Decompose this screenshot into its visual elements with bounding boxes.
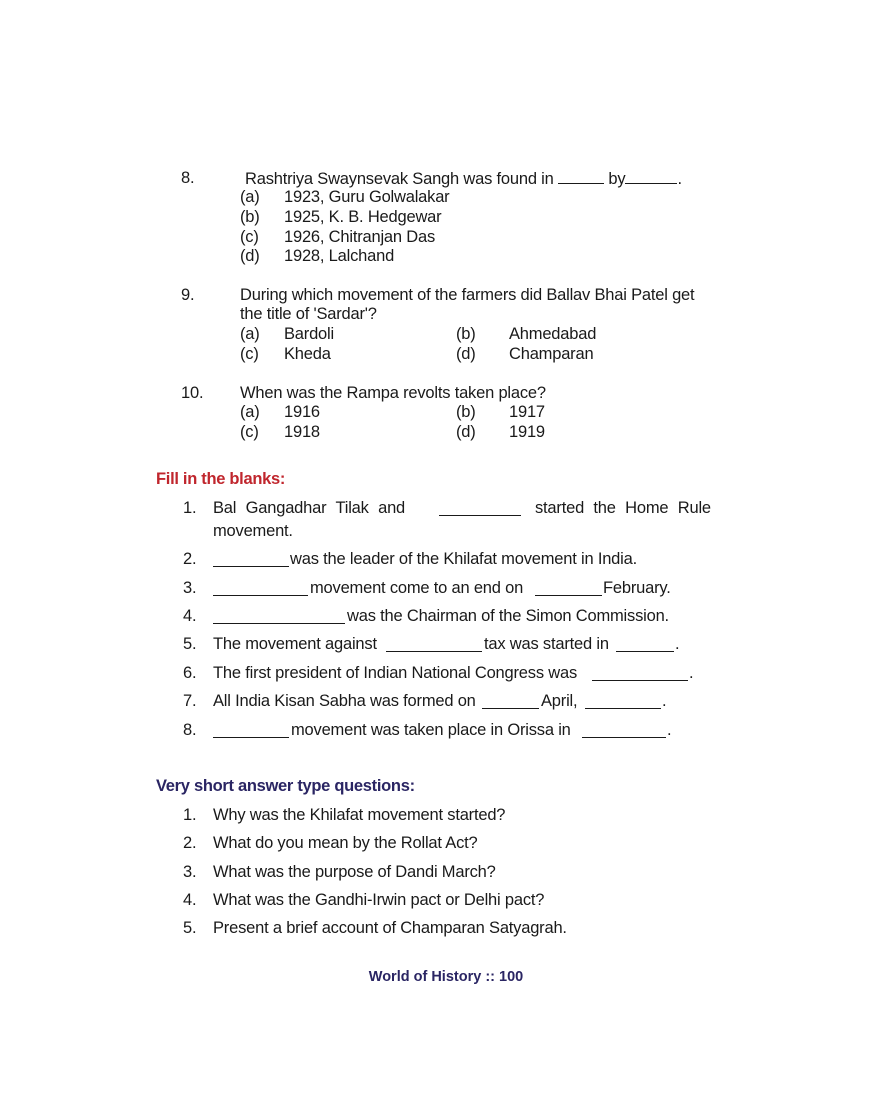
item-text: tax was started in [484,635,609,653]
item-number: 6. [183,664,197,682]
item-text: All India Kisan Sabha was formed on [213,692,476,710]
item-text: Why was the Khilafat movement started? [213,806,506,824]
item-number: 4. [183,607,197,625]
item-number: 5. [183,919,197,937]
item-number: 2. [183,834,197,852]
item-text: The movement against [213,635,377,653]
option-text: 1923, Guru Golwalakar [284,188,450,206]
item-text: was the Chairman of the Simon Commission. [347,607,669,625]
short-answer-heading: Very short answer type questions: [156,777,415,795]
option-label: (a) [240,325,260,343]
item-text: . [675,635,680,653]
item-text: started the Home Rule [535,499,711,517]
answer-blank [592,665,688,681]
option-text: Champaran [509,345,594,363]
option-text: 1926, Chitranjan Das [284,228,436,246]
item-number: 3. [183,863,197,881]
answer-blank [439,500,521,516]
item-number: 4. [183,891,197,909]
option-label: (a) [240,403,260,421]
item-text: Bal Gangadhar Tilak and [213,499,406,517]
item-number: 1. [183,499,197,517]
answer-blank [558,168,604,184]
item-text: was the leader of the Khilafat movement in India. [290,550,637,568]
option-text: 1916 [284,403,320,421]
option-text: 1919 [509,423,545,441]
option-text: 1928, Lalchand [284,247,395,265]
question-text: When was the Rampa revolts taken place? [240,384,546,402]
answer-blank [625,168,677,184]
option-label: (b) [240,208,260,226]
answer-blank [582,722,666,738]
item-number: 2. [183,550,197,568]
option-text: 1917 [509,403,545,421]
answer-blank [535,580,602,596]
answer-blank [386,636,482,652]
question-text: the title of 'Sardar'? [240,305,377,323]
answer-blank [482,693,539,709]
option-label: (c) [240,345,259,363]
option-label: (c) [240,423,259,441]
option-label: (d) [456,345,476,363]
answer-blank [585,693,661,709]
answer-blank [213,580,308,596]
item-number: 5. [183,635,197,653]
item-text: movement. [213,522,293,540]
question-number: 8. [181,169,195,187]
item-text: . [667,721,672,739]
question-number: 9. [181,286,195,304]
item-text: February. [603,579,671,597]
answer-blank [213,608,345,624]
page-footer: World of History :: 100 [368,969,524,985]
item-text: movement come to an end on [310,579,524,597]
fill-blanks-heading: Fill in the blanks: [156,470,286,488]
question-text: Rashtriya Swaynsevak Sangh was found in by . [245,170,682,188]
item-text: The first president of Indian National Congress was [213,664,577,682]
item-text: . [689,664,694,682]
option-label: (d) [240,247,260,265]
question-number: 10. [181,384,204,402]
item-text: Present a brief account of Champaran Satyagrah. [213,919,567,937]
answer-blank [213,722,289,738]
option-text: 1918 [284,423,320,441]
option-label: (c) [240,228,259,246]
item-text: April, [541,692,578,710]
item-number: 8. [183,721,197,739]
item-text: movement was taken place in Orissa in [291,721,571,739]
question-text: During which movement of the farmers did Ballav Bhai Patel get [240,286,695,304]
item-number: 1. [183,806,197,824]
item-text: What do you mean by the Rollat Act? [213,834,478,852]
item-text: . [662,692,667,710]
item-number: 3. [183,579,197,597]
item-text: What was the purpose of Dandi March? [213,863,496,881]
item-text: What was the Gandhi-Irwin pact or Delhi pact? [213,891,545,909]
option-text: Kheda [284,345,331,363]
option-label: (b) [456,325,476,343]
option-label: (b) [456,403,476,421]
answer-blank [213,551,289,567]
option-label: (a) [240,188,260,206]
option-text: 1925, K. B. Hedgewar [284,208,442,226]
option-text: Ahmedabad [509,325,597,343]
option-text: Bardoli [284,325,334,343]
option-label: (d) [456,423,476,441]
item-number: 7. [183,692,197,710]
answer-blank [616,636,674,652]
